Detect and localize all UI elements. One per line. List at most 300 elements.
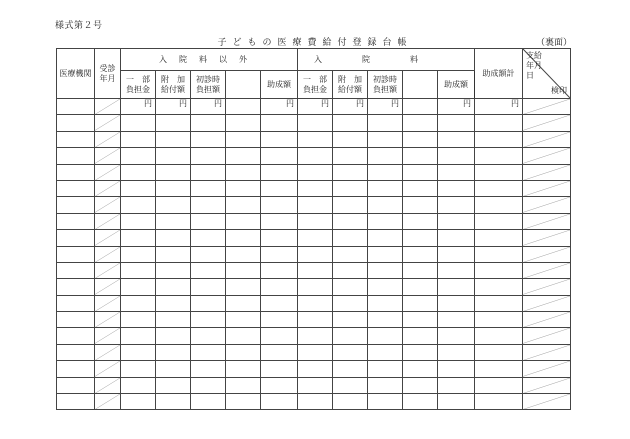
visit-month-cell bbox=[95, 246, 121, 262]
table-cell bbox=[438, 230, 475, 246]
table-row bbox=[57, 328, 571, 344]
table-row bbox=[57, 312, 571, 328]
table-cell bbox=[475, 328, 523, 344]
page-title: 子どもの医療費給付登録台帳 bbox=[217, 38, 413, 48]
table-cell bbox=[438, 295, 475, 311]
table-cell bbox=[261, 197, 298, 213]
table-cell bbox=[121, 246, 156, 262]
payment-seal-cell bbox=[523, 262, 571, 278]
table-cell bbox=[156, 164, 191, 180]
visit-month-cell bbox=[95, 295, 121, 311]
table-row bbox=[57, 180, 571, 196]
table-cell bbox=[403, 197, 438, 213]
table-cell bbox=[475, 164, 523, 180]
table-cell bbox=[298, 131, 333, 147]
visit-month-cell bbox=[95, 312, 121, 328]
yen-unit: 円 bbox=[368, 99, 403, 115]
table-cell bbox=[403, 377, 438, 393]
table-cell bbox=[333, 148, 368, 164]
table-cell bbox=[438, 197, 475, 213]
table-cell bbox=[261, 377, 298, 393]
table-cell bbox=[156, 361, 191, 377]
table-cell bbox=[261, 148, 298, 164]
table-cell bbox=[368, 394, 403, 410]
table-cell bbox=[368, 328, 403, 344]
table-cell bbox=[57, 394, 95, 410]
payment-seal-cell bbox=[523, 164, 571, 180]
visit-month-cell bbox=[95, 394, 121, 410]
table-cell bbox=[261, 180, 298, 196]
visit-month-cell bbox=[95, 213, 121, 229]
table-cell bbox=[57, 246, 95, 262]
table-cell bbox=[403, 213, 438, 229]
registry-table bbox=[56, 48, 571, 410]
table-row bbox=[57, 279, 571, 295]
header-subsidy: 助成額 bbox=[261, 71, 298, 99]
table-cell bbox=[191, 148, 226, 164]
table-cell bbox=[438, 131, 475, 147]
table-cell bbox=[156, 262, 191, 278]
table-cell bbox=[298, 262, 333, 278]
table-cell bbox=[156, 394, 191, 410]
table-row bbox=[57, 115, 571, 131]
header-visit-month: 受診 年月 bbox=[95, 49, 121, 99]
table-cell bbox=[226, 394, 261, 410]
table-cell bbox=[57, 213, 95, 229]
table-cell bbox=[438, 328, 475, 344]
table-row bbox=[57, 148, 571, 164]
table-cell bbox=[333, 262, 368, 278]
header-subsidy: 助成額 bbox=[438, 71, 475, 99]
table-cell bbox=[298, 230, 333, 246]
table-cell bbox=[121, 312, 156, 328]
visit-month-cell bbox=[95, 328, 121, 344]
table-row bbox=[57, 361, 571, 377]
table-row bbox=[57, 394, 571, 410]
table-cell bbox=[57, 115, 95, 131]
table-cell bbox=[156, 344, 191, 360]
table-cell bbox=[438, 262, 475, 278]
table-cell bbox=[438, 312, 475, 328]
table-cell bbox=[191, 115, 226, 131]
table-cell bbox=[191, 344, 226, 360]
table-cell bbox=[121, 115, 156, 131]
table-cell bbox=[298, 344, 333, 360]
payment-seal-cell bbox=[523, 230, 571, 246]
table-cell bbox=[403, 262, 438, 278]
payment-seal-cell bbox=[523, 115, 571, 131]
table-cell bbox=[226, 131, 261, 147]
table-cell bbox=[121, 230, 156, 246]
table-row bbox=[57, 213, 571, 229]
table-cell bbox=[368, 377, 403, 393]
form-number: 様式第２号 bbox=[55, 21, 103, 31]
table-cell bbox=[475, 213, 523, 229]
table-cell bbox=[403, 131, 438, 147]
yen-unit: 円 bbox=[191, 99, 226, 115]
table-cell bbox=[333, 213, 368, 229]
visit-month-cell bbox=[95, 115, 121, 131]
table-cell bbox=[191, 279, 226, 295]
table-cell bbox=[156, 312, 191, 328]
table-cell bbox=[403, 115, 438, 131]
payment-seal-cell bbox=[523, 394, 571, 410]
table-cell bbox=[438, 213, 475, 229]
header-payment-date: 支給 年月 日 bbox=[526, 51, 542, 80]
table-cell bbox=[368, 246, 403, 262]
table-cell bbox=[57, 279, 95, 295]
table-cell bbox=[191, 213, 226, 229]
table-cell bbox=[191, 394, 226, 410]
table-cell bbox=[261, 131, 298, 147]
table-cell bbox=[226, 377, 261, 393]
visit-month-cell bbox=[95, 148, 121, 164]
table-cell bbox=[403, 361, 438, 377]
table-cell bbox=[156, 230, 191, 246]
header-subsidy-total: 助成額計 bbox=[475, 49, 523, 99]
table-cell bbox=[298, 295, 333, 311]
table-row bbox=[57, 230, 571, 246]
table-cell bbox=[121, 344, 156, 360]
table-cell bbox=[403, 246, 438, 262]
table-cell bbox=[57, 164, 95, 180]
table-cell bbox=[57, 377, 95, 393]
table-cell bbox=[475, 312, 523, 328]
table-cell bbox=[261, 262, 298, 278]
table-row bbox=[57, 295, 571, 311]
table-cell bbox=[57, 99, 95, 115]
payment-seal-cell bbox=[523, 344, 571, 360]
table-cell bbox=[333, 394, 368, 410]
table-cell bbox=[403, 344, 438, 360]
table-cell bbox=[333, 344, 368, 360]
header-institution: 医療機関 bbox=[57, 49, 95, 99]
yen-unit: 円 bbox=[156, 99, 191, 115]
table-cell bbox=[57, 312, 95, 328]
table-cell bbox=[121, 328, 156, 344]
table-cell bbox=[121, 394, 156, 410]
table-cell bbox=[57, 180, 95, 196]
table-row bbox=[57, 131, 571, 147]
table-cell bbox=[226, 312, 261, 328]
visit-month-cell bbox=[95, 99, 121, 115]
table-row bbox=[57, 197, 571, 213]
table-row bbox=[57, 99, 571, 115]
visit-month-cell bbox=[95, 361, 121, 377]
header-payment-date-seal bbox=[523, 49, 571, 99]
header-additional-benefit: 附 加 給付額 bbox=[156, 71, 191, 99]
table-cell bbox=[475, 279, 523, 295]
table-cell bbox=[333, 377, 368, 393]
payment-seal-cell bbox=[523, 131, 571, 147]
table-cell bbox=[121, 131, 156, 147]
table-cell bbox=[438, 246, 475, 262]
header-initial-burden: 初診時 負担額 bbox=[191, 71, 226, 99]
table-cell bbox=[156, 180, 191, 196]
table-cell bbox=[333, 197, 368, 213]
header-inpatient-group: 入院料 bbox=[298, 49, 475, 71]
table-cell bbox=[156, 295, 191, 311]
table-cell bbox=[333, 164, 368, 180]
table-cell bbox=[438, 164, 475, 180]
table-cell bbox=[261, 328, 298, 344]
visit-month-cell bbox=[95, 180, 121, 196]
table-cell bbox=[261, 361, 298, 377]
header-blank bbox=[226, 71, 261, 99]
table-cell bbox=[403, 394, 438, 410]
table-cell bbox=[191, 377, 226, 393]
visit-month-cell bbox=[95, 131, 121, 147]
table-cell bbox=[191, 197, 226, 213]
table-cell bbox=[191, 328, 226, 344]
table-cell bbox=[261, 213, 298, 229]
visit-month-cell bbox=[95, 197, 121, 213]
table-cell bbox=[475, 115, 523, 131]
table-cell bbox=[121, 213, 156, 229]
table-cell bbox=[333, 295, 368, 311]
payment-seal-cell bbox=[523, 213, 571, 229]
table-row bbox=[57, 377, 571, 393]
table-cell bbox=[368, 344, 403, 360]
table-row bbox=[57, 246, 571, 262]
table-cell bbox=[261, 312, 298, 328]
table-cell bbox=[333, 312, 368, 328]
table-cell bbox=[57, 295, 95, 311]
table-cell bbox=[156, 377, 191, 393]
table-cell bbox=[156, 279, 191, 295]
payment-seal-cell bbox=[523, 312, 571, 328]
visit-month-cell bbox=[95, 262, 121, 278]
table-cell bbox=[475, 246, 523, 262]
table-cell bbox=[57, 148, 95, 164]
header-outpatient-group: 入院料以外 bbox=[121, 49, 298, 71]
table-cell bbox=[121, 180, 156, 196]
table-cell bbox=[438, 361, 475, 377]
table-cell bbox=[57, 230, 95, 246]
table-cell bbox=[226, 180, 261, 196]
table-cell bbox=[438, 115, 475, 131]
table-cell bbox=[438, 377, 475, 393]
table-cell bbox=[298, 180, 333, 196]
visit-month-cell bbox=[95, 164, 121, 180]
table-cell bbox=[438, 148, 475, 164]
table-cell bbox=[403, 312, 438, 328]
table-cell bbox=[261, 295, 298, 311]
table-cell bbox=[333, 279, 368, 295]
table-cell bbox=[261, 246, 298, 262]
table-cell bbox=[333, 361, 368, 377]
table-cell bbox=[298, 361, 333, 377]
table-cell bbox=[368, 361, 403, 377]
yen-unit: 円 bbox=[261, 99, 298, 115]
table-cell bbox=[156, 213, 191, 229]
table-cell bbox=[368, 180, 403, 196]
table-cell bbox=[226, 164, 261, 180]
table-cell bbox=[226, 295, 261, 311]
table-cell bbox=[475, 148, 523, 164]
table-cell bbox=[298, 312, 333, 328]
table-cell bbox=[226, 328, 261, 344]
header-seal: 検印 bbox=[551, 86, 567, 95]
side-note: （裏面） bbox=[535, 38, 572, 48]
table-cell bbox=[191, 262, 226, 278]
table-cell bbox=[191, 164, 226, 180]
table-cell bbox=[261, 394, 298, 410]
header-partial-burden: 一 部 負担金 bbox=[298, 71, 333, 99]
header-additional-benefit: 附 加 給付額 bbox=[333, 71, 368, 99]
yen-unit: 円 bbox=[438, 99, 475, 115]
table-cell bbox=[368, 262, 403, 278]
table-cell bbox=[403, 164, 438, 180]
table-cell bbox=[403, 328, 438, 344]
table-cell bbox=[261, 164, 298, 180]
table-cell bbox=[438, 279, 475, 295]
table-cell bbox=[403, 99, 438, 115]
table-cell bbox=[438, 394, 475, 410]
payment-seal-cell bbox=[523, 328, 571, 344]
table-cell bbox=[226, 99, 261, 115]
visit-month-cell bbox=[95, 279, 121, 295]
payment-seal-cell bbox=[523, 197, 571, 213]
table-cell bbox=[333, 131, 368, 147]
table-row bbox=[57, 164, 571, 180]
table-cell bbox=[368, 148, 403, 164]
yen-unit: 円 bbox=[121, 99, 156, 115]
table-cell bbox=[475, 377, 523, 393]
table-cell bbox=[475, 197, 523, 213]
payment-seal-cell bbox=[523, 377, 571, 393]
table-cell bbox=[333, 180, 368, 196]
table-cell bbox=[298, 394, 333, 410]
table-cell bbox=[261, 230, 298, 246]
table-cell bbox=[191, 312, 226, 328]
table-cell bbox=[156, 131, 191, 147]
table-cell bbox=[226, 361, 261, 377]
table-cell bbox=[368, 213, 403, 229]
table-cell bbox=[368, 131, 403, 147]
table-cell bbox=[403, 180, 438, 196]
table-cell bbox=[438, 180, 475, 196]
table-cell bbox=[368, 295, 403, 311]
table-cell bbox=[403, 295, 438, 311]
yen-unit: 円 bbox=[298, 99, 333, 115]
table-cell bbox=[121, 295, 156, 311]
table-cell bbox=[298, 279, 333, 295]
payment-seal-cell bbox=[523, 148, 571, 164]
table-cell bbox=[475, 180, 523, 196]
table-cell bbox=[121, 377, 156, 393]
table-cell bbox=[368, 197, 403, 213]
table-cell bbox=[298, 377, 333, 393]
payment-seal-cell bbox=[523, 246, 571, 262]
table-cell bbox=[298, 328, 333, 344]
table-cell bbox=[403, 148, 438, 164]
table-cell bbox=[368, 164, 403, 180]
table-cell bbox=[121, 361, 156, 377]
table-cell bbox=[57, 344, 95, 360]
visit-month-cell bbox=[95, 377, 121, 393]
table-cell bbox=[368, 279, 403, 295]
table-cell bbox=[191, 295, 226, 311]
table-cell bbox=[403, 230, 438, 246]
payment-seal-cell bbox=[523, 279, 571, 295]
table-cell bbox=[403, 279, 438, 295]
table-cell bbox=[156, 148, 191, 164]
table-cell bbox=[191, 180, 226, 196]
table-cell bbox=[333, 328, 368, 344]
table-cell bbox=[298, 213, 333, 229]
table-cell bbox=[121, 197, 156, 213]
table-cell bbox=[438, 344, 475, 360]
table-cell bbox=[261, 279, 298, 295]
table-cell bbox=[57, 131, 95, 147]
table-cell bbox=[475, 361, 523, 377]
table-cell bbox=[261, 115, 298, 131]
table-cell bbox=[298, 148, 333, 164]
payment-seal-cell bbox=[523, 99, 571, 115]
table-cell bbox=[475, 394, 523, 410]
table-row bbox=[57, 262, 571, 278]
table-cell bbox=[475, 131, 523, 147]
table-cell bbox=[475, 230, 523, 246]
table-cell bbox=[368, 115, 403, 131]
yen-unit: 円 bbox=[333, 99, 368, 115]
table-cell bbox=[57, 328, 95, 344]
table-cell bbox=[226, 115, 261, 131]
table-cell bbox=[156, 246, 191, 262]
table-cell bbox=[57, 197, 95, 213]
table-cell bbox=[298, 115, 333, 131]
table-cell bbox=[121, 148, 156, 164]
table-cell bbox=[156, 328, 191, 344]
table-cell bbox=[191, 361, 226, 377]
table-cell bbox=[191, 246, 226, 262]
table-cell bbox=[226, 279, 261, 295]
table-cell bbox=[156, 115, 191, 131]
table-cell bbox=[121, 262, 156, 278]
table-cell bbox=[368, 312, 403, 328]
yen-unit: 円 bbox=[475, 99, 523, 115]
table-cell bbox=[226, 230, 261, 246]
header-partial-burden: 一 部 負担金 bbox=[121, 71, 156, 99]
table-cell bbox=[191, 230, 226, 246]
table-cell bbox=[333, 230, 368, 246]
table-cell bbox=[226, 213, 261, 229]
table-cell bbox=[226, 246, 261, 262]
table-cell bbox=[226, 262, 261, 278]
table-cell bbox=[475, 295, 523, 311]
table-cell bbox=[226, 197, 261, 213]
table-cell bbox=[226, 148, 261, 164]
table-cell bbox=[333, 115, 368, 131]
table-cell bbox=[121, 164, 156, 180]
table-cell bbox=[298, 197, 333, 213]
header-initial-burden: 初診時 負担額 bbox=[368, 71, 403, 99]
table-cell bbox=[298, 164, 333, 180]
payment-seal-cell bbox=[523, 295, 571, 311]
table-cell bbox=[226, 344, 261, 360]
table-cell bbox=[333, 246, 368, 262]
table-cell bbox=[475, 262, 523, 278]
table-cell bbox=[156, 197, 191, 213]
table-cell bbox=[191, 131, 226, 147]
table-cell bbox=[57, 262, 95, 278]
table-cell bbox=[121, 279, 156, 295]
visit-month-cell bbox=[95, 230, 121, 246]
table-row bbox=[57, 344, 571, 360]
table-cell bbox=[298, 246, 333, 262]
header-blank bbox=[403, 71, 438, 99]
